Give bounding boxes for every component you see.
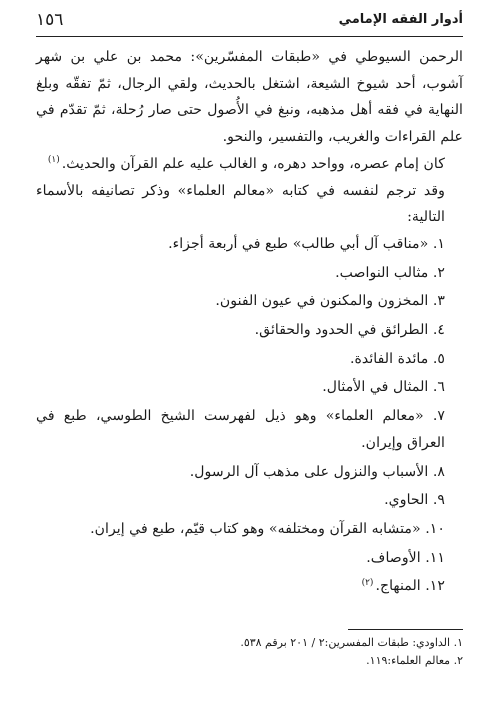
page-header xyxy=(36,10,463,36)
paragraph: وقد ترجم لنفسه في كتابه «معالم العلماء» وذكر تصانيفه بالأسماء التالية: xyxy=(36,182,445,226)
list-item: ١. «مناقب آل أبي طالب» طبع في أربعة أجزاء. xyxy=(168,235,445,252)
list-item: ٢. مثالب النواصب. xyxy=(335,264,445,281)
running-title: أدوار الفقه الإمامي xyxy=(338,12,463,27)
list-item: ٨. الأسباب والنزول على مذهب آل الرسول. xyxy=(189,463,445,480)
list-item: ٧. «معالم العلماء» وهو ذيل لفهرست الشيخ الطوسي، طبع في العراق وإيران. xyxy=(36,408,445,451)
list-item: ٤. الطرائق في الحدود والحقائق. xyxy=(254,322,445,339)
footnote-marker: (٢) xyxy=(361,577,374,588)
list-item: ١٢. المنهاج.$^{(٢)}$ xyxy=(361,577,445,595)
list-item: ٣. المخزون والمكنون في عيون الفنون. xyxy=(215,293,445,310)
list-item: ١١. الأوصاف. xyxy=(366,549,445,566)
footnote: ٢. معالم العلماء:١١٩. xyxy=(366,654,463,667)
page-number: ١٥٦ xyxy=(36,10,64,30)
footnote-rule xyxy=(348,629,463,630)
header-rule xyxy=(36,36,463,37)
page-body xyxy=(36,44,463,602)
list-item: ٥. مائدة الفائدة. xyxy=(349,350,445,367)
footnotes xyxy=(36,634,463,670)
footnote: ١. الداودي: طبقات المفسرين:٢ / ٢٠١ برقم ٥٣٨. xyxy=(240,636,463,649)
list-item: ١٠. «متشابه القرآن ومختلفه» وهو كتاب قيّم، طبع في إيران. xyxy=(90,520,445,537)
paragraph: الرحمن السيوطي في «طبقات المفسّرين»: محمد بن علي بن شهر آشوب، أحد شيوخ الشيعة، اشتغل بالحديث، ولقي الرجال، ثمّ تفقّه وبلغ النهاية في فقه أهل مذهبه، ونبغ في الأُصول حتى صار رُحلة، ثمّ تقدّم في علم القراءات والغريب، والتفسير، والنحو. xyxy=(36,49,463,146)
list-item: ٦. المثال في الأمثال. xyxy=(322,379,445,396)
paragraph: كان إمام عصره، وواحد دهره، و الغالب عليه علم القرآن والحديث.$^{(١)}$ xyxy=(47,155,445,172)
list-item: ٩. الحاوي. xyxy=(384,492,445,509)
footnote-marker: (١) xyxy=(47,155,60,166)
